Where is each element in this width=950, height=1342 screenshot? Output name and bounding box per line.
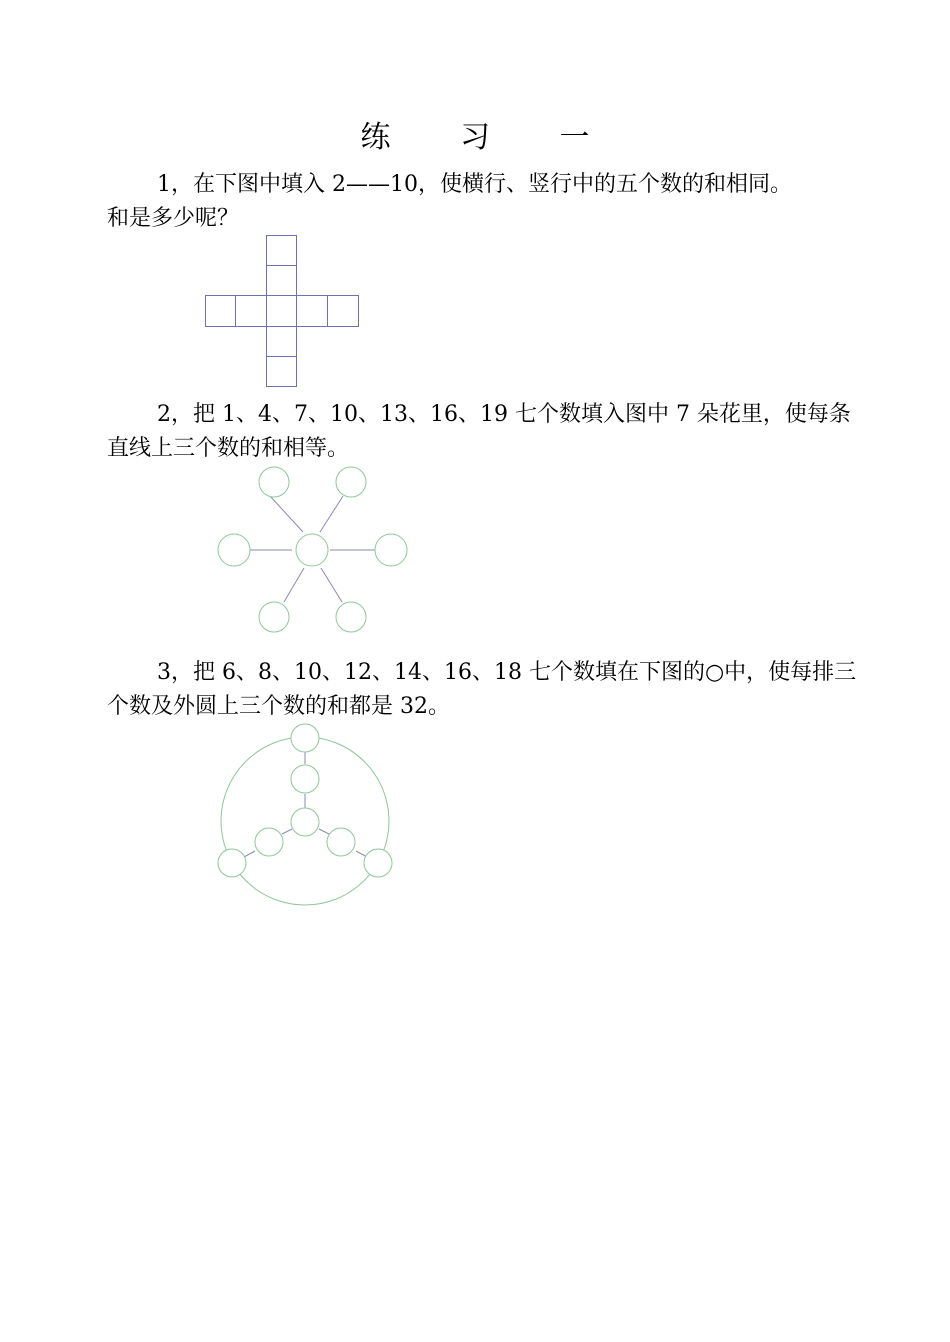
question-3-line-1: 3，把 6、8、10、12、14、16、18 七个数填在下图的○中，使每排三 <box>157 660 857 685</box>
cross-cell-right-1[interactable] <box>297 296 328 327</box>
triad-circle-left-inner[interactable] <box>255 828 283 856</box>
spoke-line-lower-left <box>284 568 304 602</box>
question-3-line-2: 个数及外圆上三个数的和都是 32。 <box>107 694 450 719</box>
circle-triad-figure <box>210 718 410 918</box>
flower-circle-center[interactable] <box>296 534 328 566</box>
spoke-line-lower-right <box>321 568 342 602</box>
spoke-line-upper-left <box>270 496 303 532</box>
triad-circle-top-outer[interactable] <box>291 724 319 752</box>
triad-circle-center[interactable] <box>291 808 319 836</box>
cross-cell-bottom-2[interactable] <box>267 357 297 387</box>
flower-circle-bottom-right[interactable] <box>336 602 366 632</box>
question-2-line-2: 直线上三个数的和相等。 <box>107 436 350 461</box>
triad-circle-left-outer[interactable] <box>218 849 246 877</box>
flower-circle-top-right[interactable] <box>336 467 366 497</box>
question-3-text <box>107 656 857 724</box>
triad-circle-top-inner[interactable] <box>291 765 319 793</box>
triad-circle-right-outer[interactable] <box>364 849 392 877</box>
question-2-line-1: 2，把 1、4、7、10、13、16、19 七个数填入图中 7 朵花里，使每条 <box>157 402 851 427</box>
spoke-line-left-outer <box>244 851 255 857</box>
six-spoke-flower-figure <box>210 462 420 642</box>
cross-cell-bottom-1[interactable] <box>267 327 297 357</box>
spoke-line-right-inner <box>319 829 329 834</box>
cross-cell-right-2[interactable] <box>328 296 359 327</box>
cross-cell-left-2[interactable] <box>236 296 267 327</box>
cross-grid-figure <box>200 230 364 390</box>
question-1-line-2: 和是多少呢？ <box>107 206 240 231</box>
question-1-line-1: 1，在下图中填入 2——10，使横行、竖行中的五个数的和相同。 <box>157 172 792 197</box>
cross-cell-center[interactable] <box>267 296 297 327</box>
cross-cell-left-1[interactable] <box>206 296 236 327</box>
spoke-line-left-inner <box>282 829 292 834</box>
flower-circle-left[interactable] <box>218 534 250 566</box>
question-1-text <box>107 168 847 236</box>
flower-circle-top-left[interactable] <box>259 467 289 497</box>
cross-cell-top-2[interactable] <box>267 266 297 296</box>
flower-circle-bottom-left[interactable] <box>259 602 289 632</box>
triad-circle-right-inner[interactable] <box>327 828 355 856</box>
cross-cell-top-1[interactable] <box>267 236 297 266</box>
question-2-text <box>107 398 851 466</box>
spoke-line-upper-right <box>320 496 343 532</box>
flower-circle-right[interactable] <box>375 534 407 566</box>
page-title: 练 习 一 <box>360 120 620 155</box>
